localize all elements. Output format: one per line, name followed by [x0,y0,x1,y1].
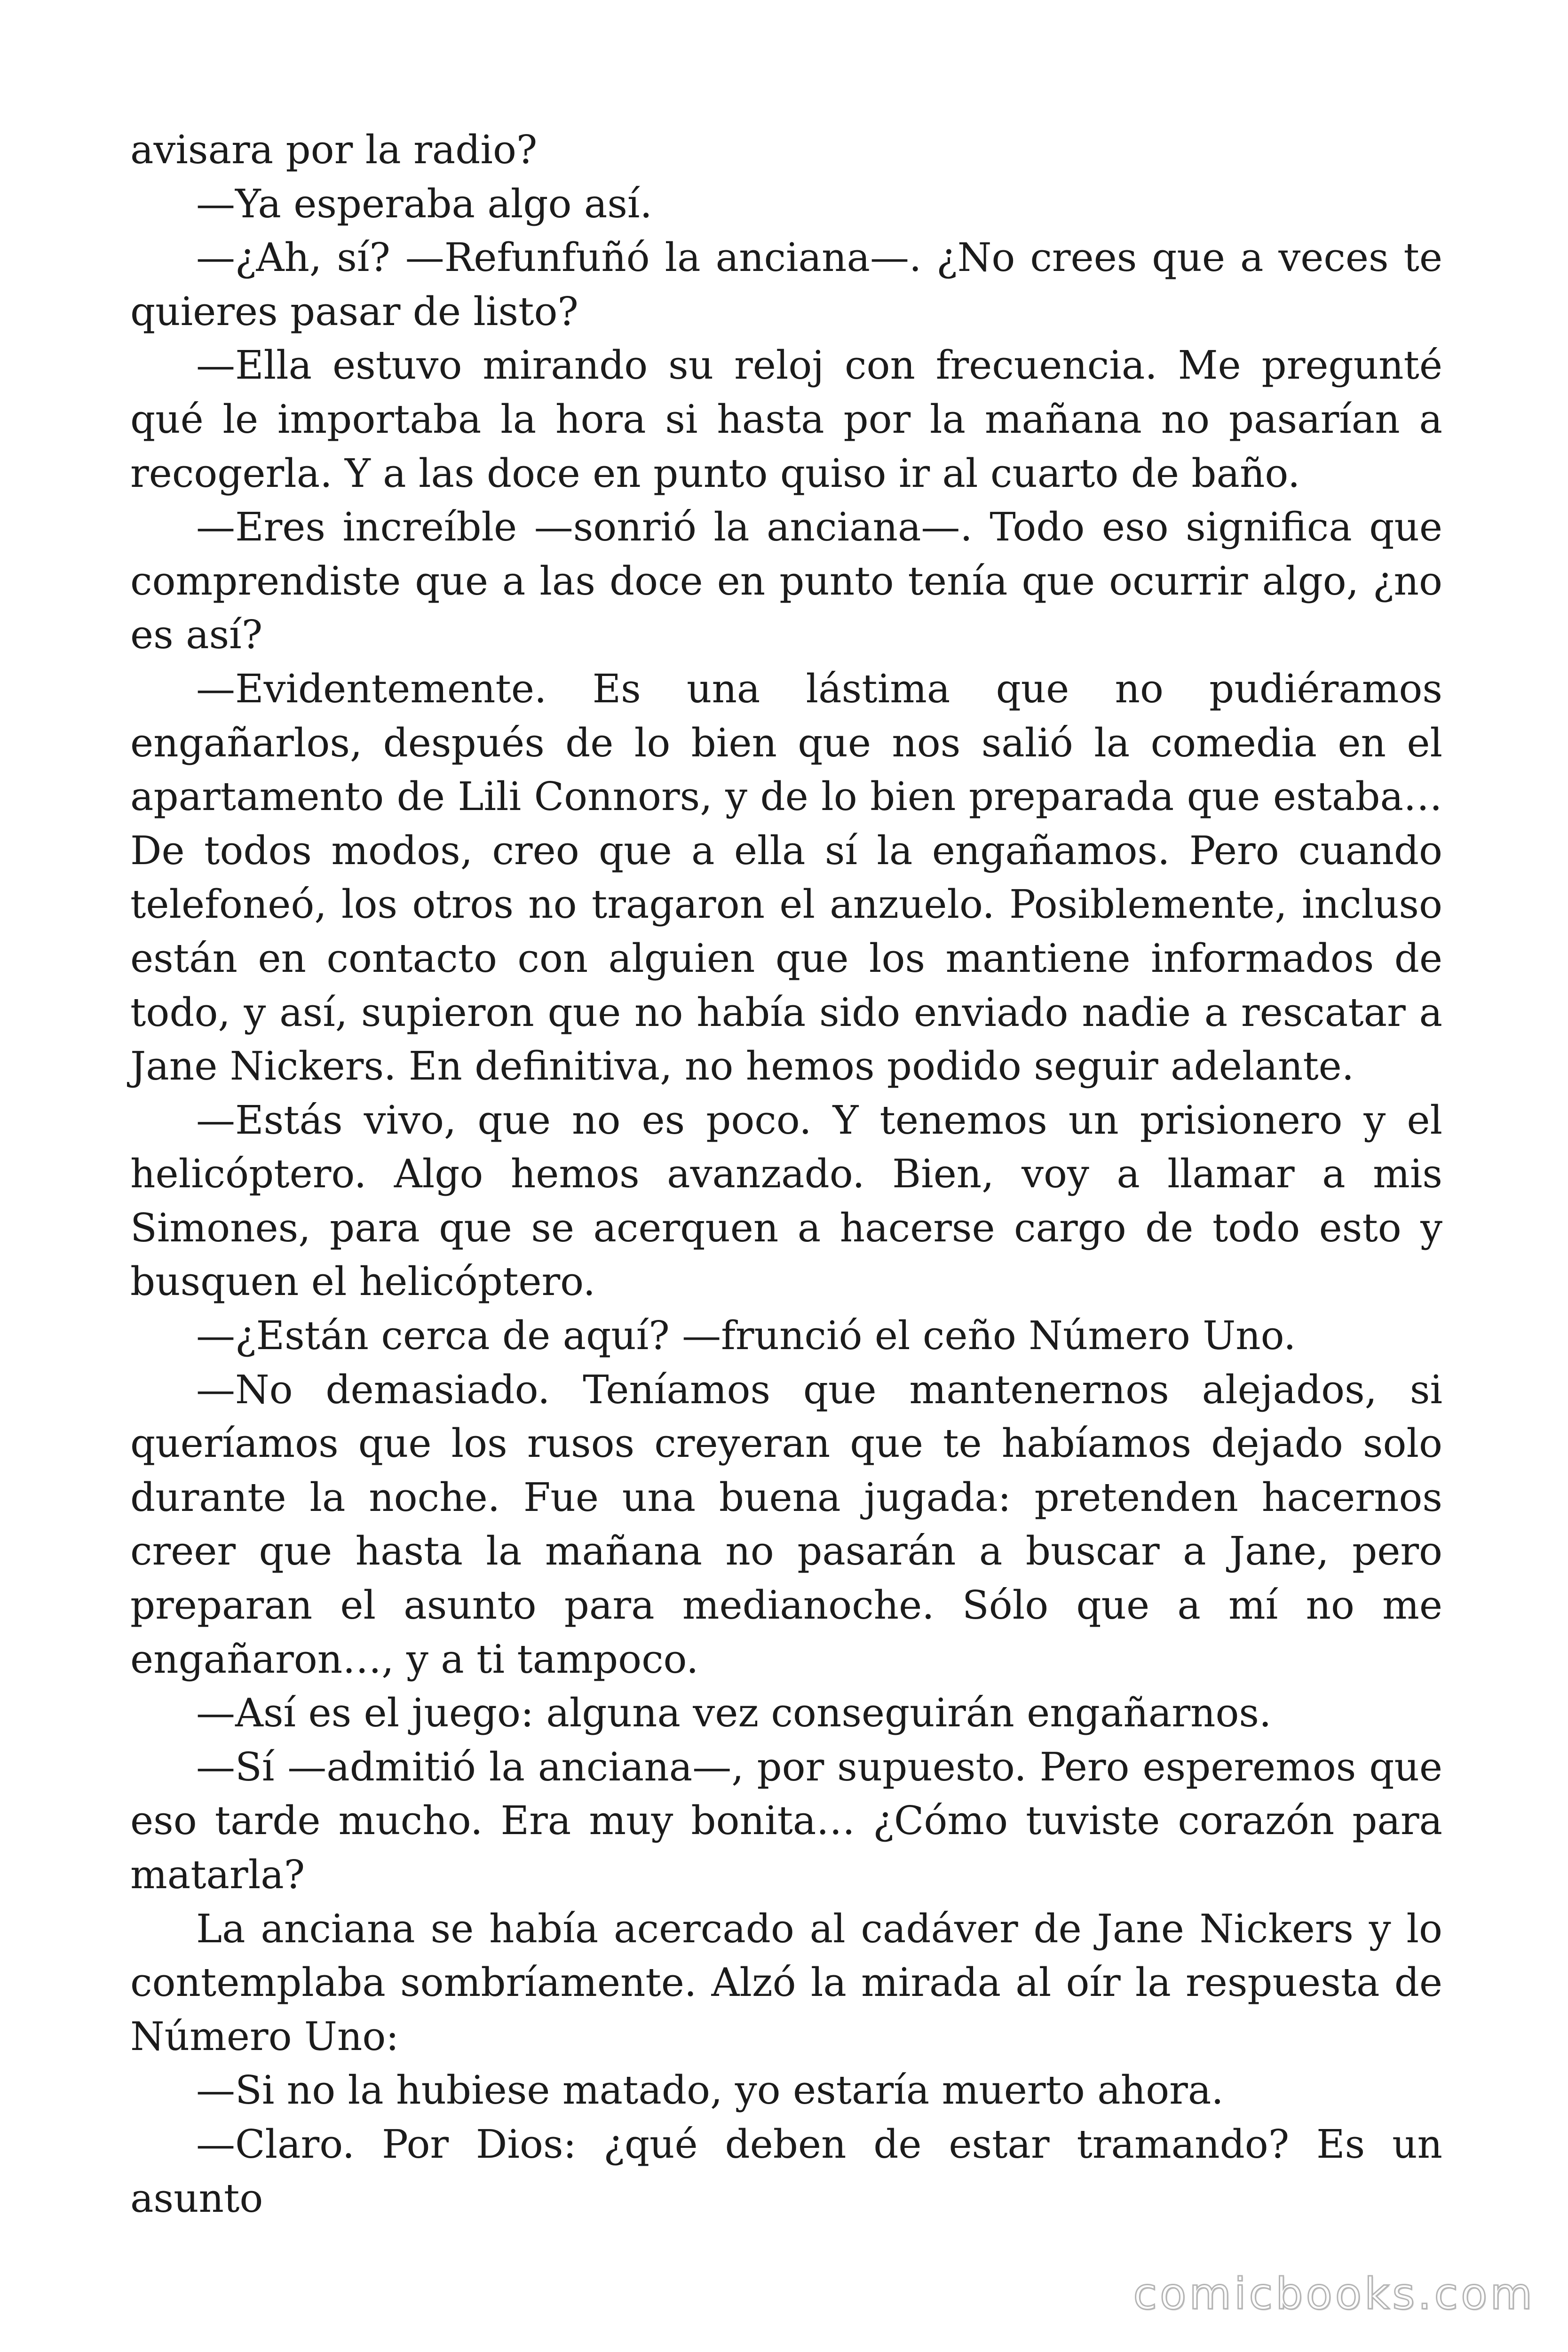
paragraph-14: —Claro. Por Dios: ¿qué deben de estar tramando? Es un asunto [130,2121,1442,2221]
paragraph-9: —No demasiado. Teníamos que mantenernos alejados, si queríamos que los rusos creyeran que te habíamos dejado solo durante la noche. Fue una buena jugada: pretenden hacernos creer que hasta la mañana no pasarán a buscar a Jane, pero preparan el asunto para medianoche. Sólo que a mí no me engañaron…, y a ti tampoco. [130,1367,1442,1682]
paragraph-12: La anciana se había acercado al cadáver de Jane Nickers y lo contemplaba sombríamente. Alzó la mirada al oír la respuesta de Número Uno: [130,1906,1442,2059]
paragraph-7: —Estás vivo, que no es poco. Y tenemos un prisionero y el helicóptero. Algo hemos avanzado. Bien, voy a llamar a mis Simones, para que se acerquen a hacerse cargo de todo esto y busquen el helicóptero. [130,1097,1442,1305]
paragraph-3: —¿Ah, sí? —Refunfuñó la anciana—. ¿No crees que a veces te quieres pasar de listo? [130,235,1442,334]
paragraph-4: —Ella estuvo mirando su reloj con frecuencia. Me pregunté qué le importaba la hora si hasta por la mañana no pasarían a recogerla. Y a las doce en punto quiso ir al cuarto de baño. [130,342,1442,496]
paragraph-2: —Ya esperaba algo así. [196,181,652,227]
paragraph-5: —Eres increíble —sonrió la anciana—. Todo eso significa que comprendiste que a las doce en punto tenía que ocurrir algo, ¿no es así? [130,504,1442,658]
paragraph-8: —¿Están cerca de aquí? —frunció el ceño Número Uno. [196,1313,1296,1359]
paragraph-1: avisara por la radio? [130,127,538,173]
paragraph-6: —Evidentemente. Es una lástima que no pudiéramos engañarlos, después de lo bien que nos salió la comedia en el apartamento de Lili Connors, y de lo bien preparada que estaba… De todos modos, creo que a ella sí la engañamos. Pero cuando telefoneó, los otros no tragaron el anzuelo. Posiblemente, incluso están en contacto con alguien que los mantiene informados de todo, y así, supieron que no había sido enviado nadie a rescatar a Jane Nickers. En definitiva, no hemos podido seguir adelante. [130,666,1442,1089]
paragraph-13: —Si no la hubiese matado, yo estaría muerto ahora. [196,2067,1224,2114]
paragraph-11: —Sí —admitió la anciana—, por supuesto. Pero esperemos que eso tarde mucho. Era muy bonita… ¿Cómo tuviste corazón para matarla? [130,1744,1442,1898]
body-text [130,123,1442,2225]
paragraph-10: —Así es el juego: alguna vez conseguirán engañarnos. [196,1690,1272,1736]
site-watermark: comicbooks.com [1133,2269,1535,2319]
